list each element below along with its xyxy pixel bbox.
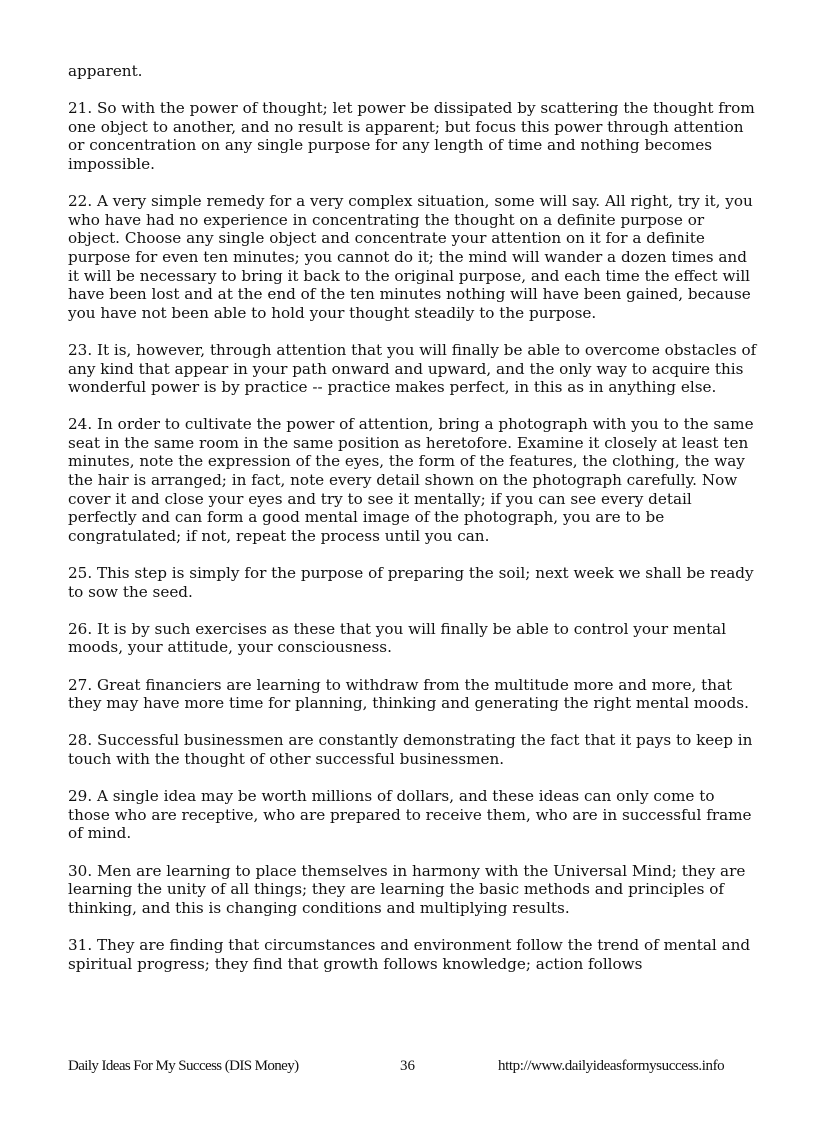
paragraph-22: 22. A very simple remedy for a very complex situation, some will say. All right, try it, you who have had no experience in concentrating the thought on a definite purpose or object. Choose any single object and concentrate your attention on it for a definite purpose for even ten minutes; you cannot do it; the mind will wander a dozen times and it will be necessary to bring it back to the original purpose, and each time the effect will have been lost and at the end of the ten minutes nothing will have been gained, because you have not been able to hold your thought steadily to the purpose. [68, 192, 753, 322]
paragraph-29: 29. A single idea may be worth millions of dollars, and these ideas can only come to those who are receptive, who are prepared to receive them, who are in successful frame of mind. [68, 787, 752, 843]
paragraph-21: 21. So with the power of thought; let power be dissipated by scattering the thought from one object to another, and no result is apparent; but focus this power through attention or concentration on any single purpose for any length of time and nothing becomes impossible. [68, 99, 755, 173]
page-footer [68, 1058, 748, 1078]
paragraph-24: 24. In order to cultivate the power of attention, bring a photograph with you to the same seat in the same room in the same position as heretofore. Examine it closely at least ten minutes, note the expression of the eyes, the form of the features, the clothing, the way the hair is arranged; in fact, note every detail shown on the photograph carefully. Now cover it and close your eyes and try to see it mentally; if you can see every detail perfectly and can form a good mental image of the photograph, you are to be congratulated; if not, repeat the process until you can. [68, 415, 754, 545]
footer-url: http://www.dailyideasformysuccess.info [498, 1058, 725, 1074]
paragraph-23: 23. It is, however, through attention that you will finally be able to overcome obstacles of any kind that appear in your path onward and upward, and the only way to acquire this wonderful power is by practice -- practice makes perfect, in this as in anything else. [68, 340, 757, 397]
paragraph-31: 31. They are finding that circumstances and environment follow the trend of mental and spiritual progress; they find that growth follows knowledge; action follows [68, 935, 751, 973]
footer-source: Daily Ideas For My Success (DIS Money) [68, 1058, 299, 1074]
paragraph-30: 30. Men are learning to place themselves in harmony with the Universal Mind; they are learning the unity of all things; they are learning the basic methods and principles of thinking, and this is changing conditions and multiplying results. [68, 861, 746, 917]
paragraph-26: 26. It is by such exercises as these that you will finally be able to control your mental moods, your attitude, your consciousness. [68, 619, 727, 657]
page-number: 36 [400, 1058, 415, 1074]
paragraph-25: 25. This step is simply for the purpose of preparing the soil; next week we shall be ready to sow the seed. [68, 564, 754, 601]
paragraph-continuation: apparent. [68, 62, 143, 80]
page-body [68, 62, 758, 992]
paragraph-27: 27. Great financiers are learning to withdraw from the multitude more and more, that they may have more time for planning, thinking and generating the right mental moods. [68, 675, 749, 713]
paragraph-28: 28. Successful businessmen are constantly demonstrating the fact that it pays to keep in touch with the thought of other successful businessmen. [68, 731, 753, 768]
